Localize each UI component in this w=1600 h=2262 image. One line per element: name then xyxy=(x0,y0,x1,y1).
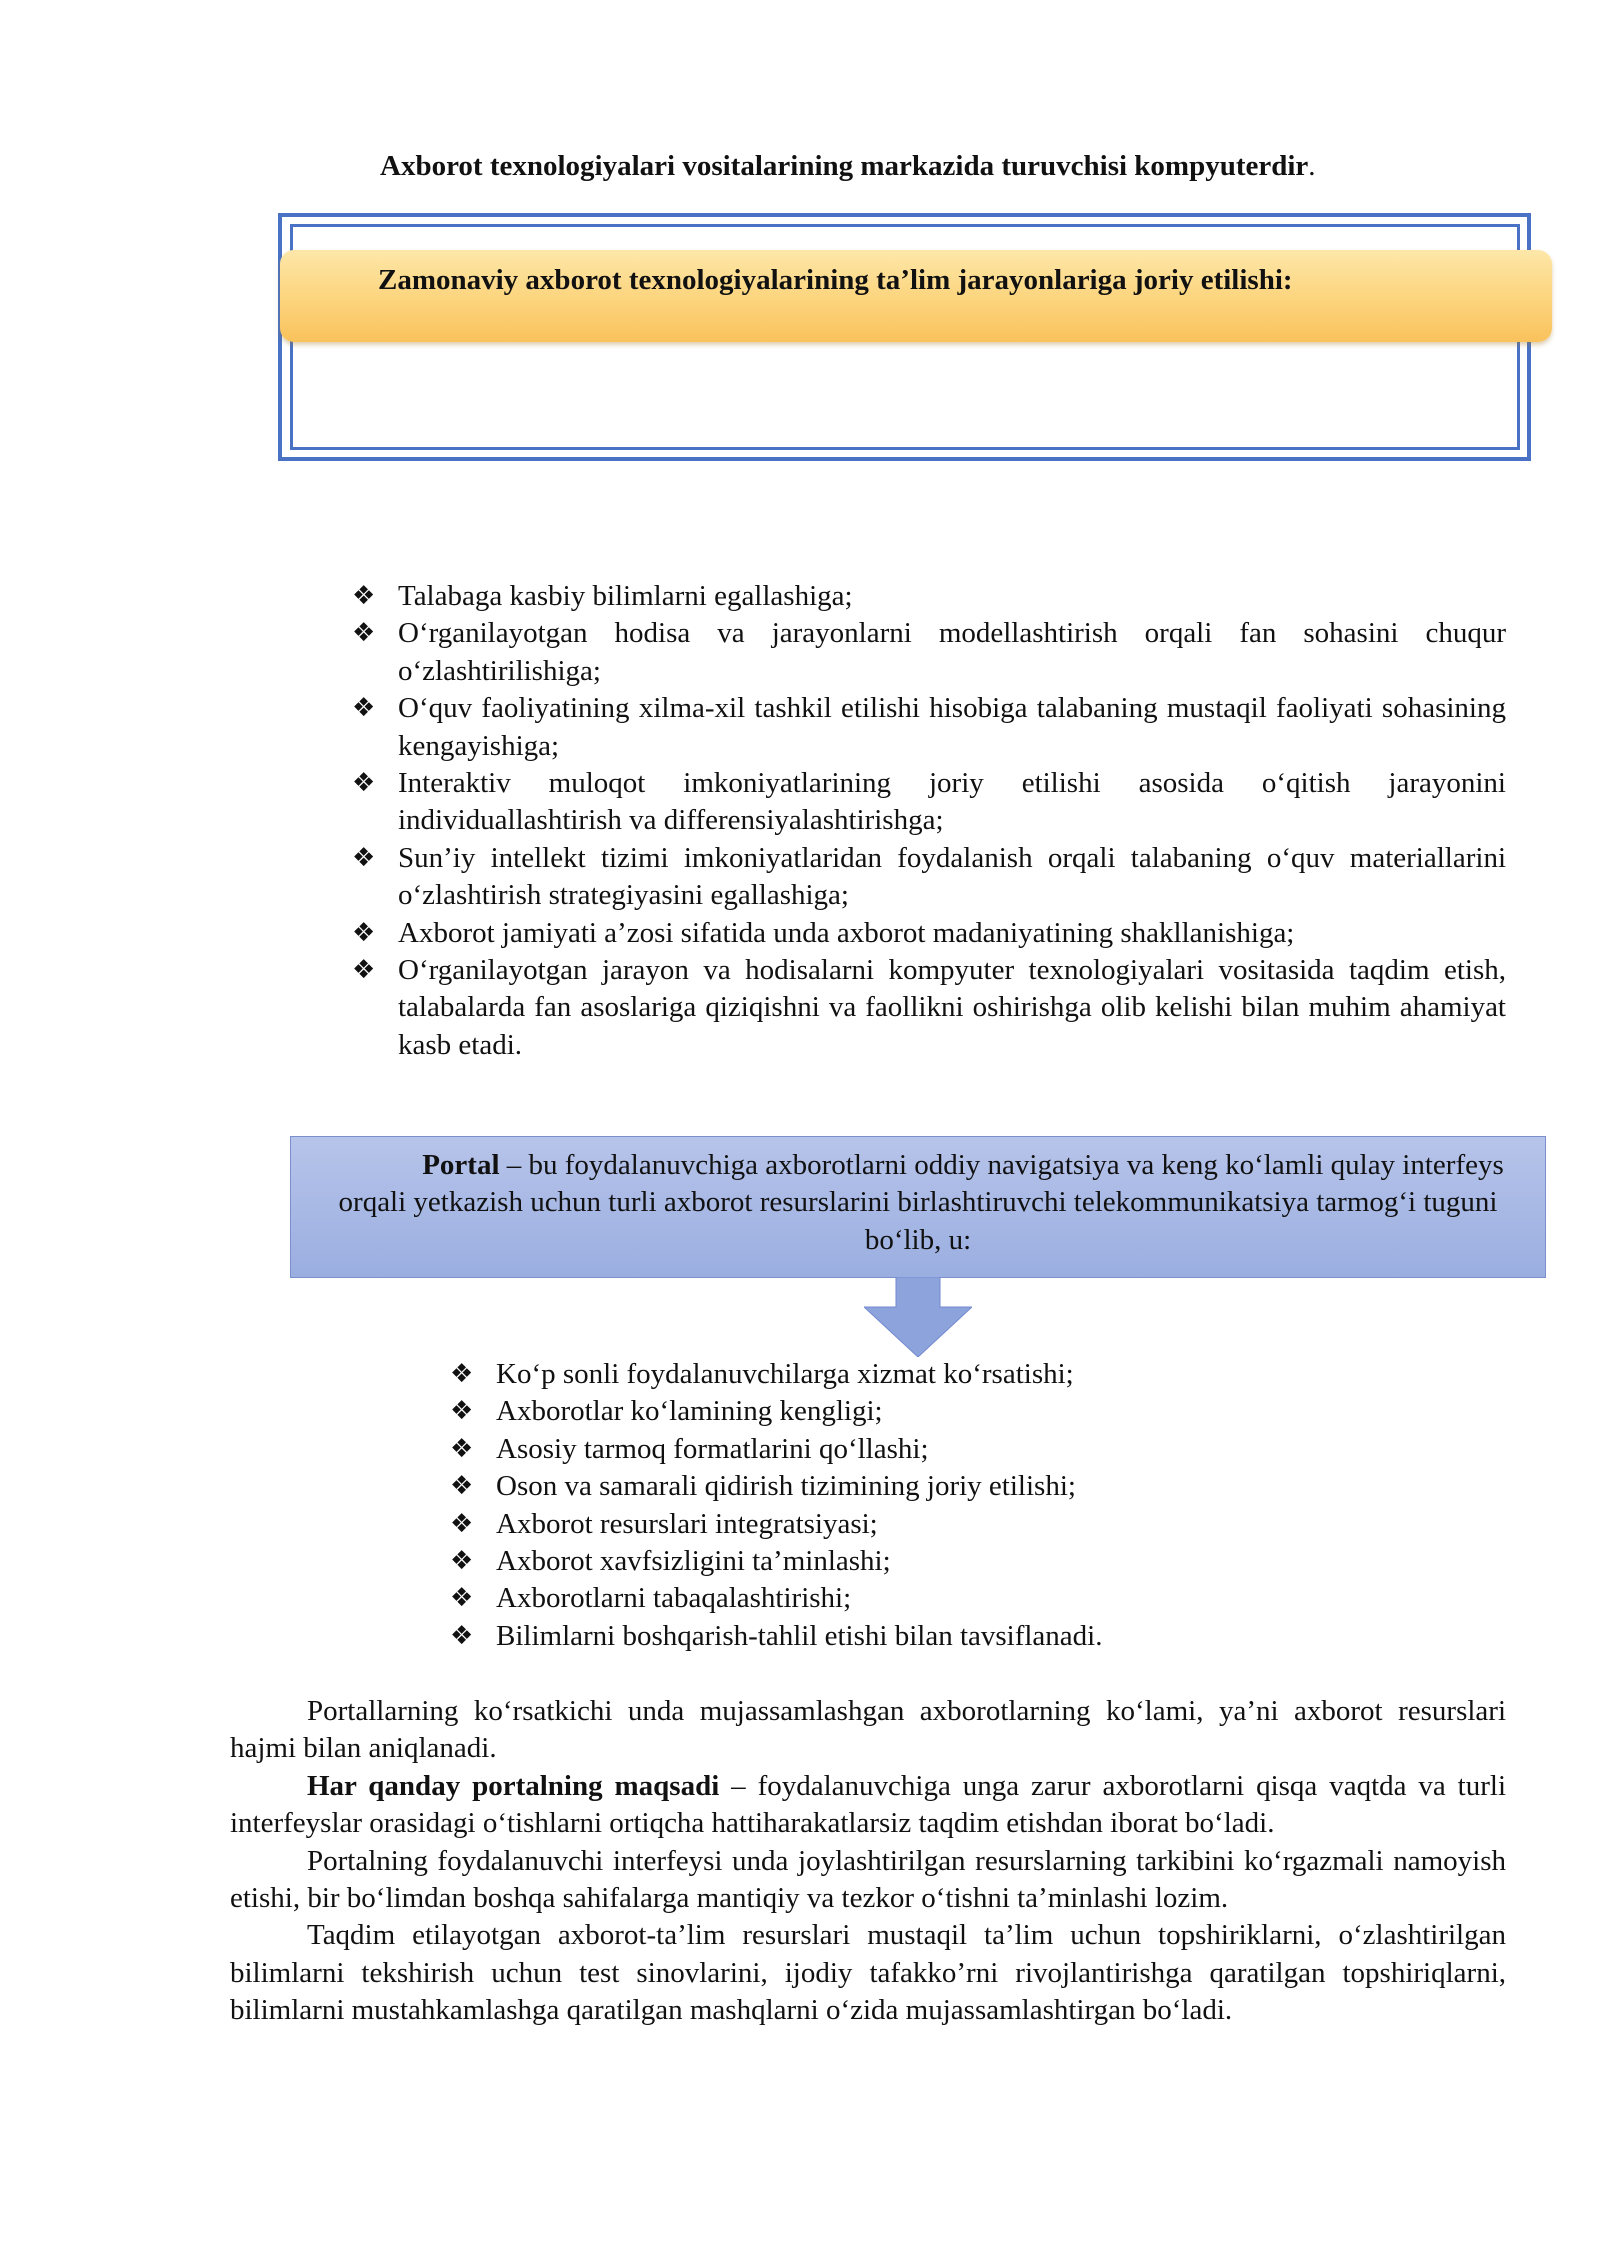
list-item-text: Axborot resurslari integratsiyasi; xyxy=(496,1507,878,1540)
list-item xyxy=(450,1506,1350,1543)
list-item xyxy=(450,1618,1350,1655)
diamond-bullet-icon: ❖ xyxy=(352,842,376,873)
list-item-text: O‘rganilayotgan hodisa va jarayonlarni modellashtirish orqali fan sohasini chuqur o‘zlashtirilishiga; xyxy=(398,617,1506,687)
list-item-text: O‘quv faoliyatining xilma-xil tashkil etilishi hisobiga talabaning mustaqil faoliyati sohasining kengayishiga; xyxy=(398,692,1506,762)
list-item-text: Axborot xavfsizligini ta’minlashi; xyxy=(496,1545,891,1578)
diamond-bullet-icon: ❖ xyxy=(450,1583,474,1614)
diamond-bullet-icon: ❖ xyxy=(352,693,376,724)
list-item xyxy=(450,1468,1350,1505)
list-item-text: Ko‘p sonli foydalanuvchilarga xizmat ko‘rsatishi; xyxy=(496,1358,1074,1390)
list-item xyxy=(450,1356,1350,1393)
down-arrow-icon xyxy=(864,1277,972,1357)
list-item xyxy=(352,915,1506,952)
list-item xyxy=(352,952,1506,1064)
paragraph-bold-lead: Har qanday portalning maqsadi xyxy=(307,1769,720,1802)
list-item-text: Sun’iy intellekt tizimi imkoniyatlaridan foydalanish orqali talabaning o‘quv materiallarini o‘zlashtirish strategiyasini egallashiga; xyxy=(398,841,1506,912)
list-item-text: Axborotlarni tabaqalashtirishi; xyxy=(496,1582,852,1615)
list-item-text: O‘rganilayotgan jarayon va hodisalarni kompyuter texnologiyalari vositasida taqdim etish, talabalarda fan asoslariga qiziqishni va faollikni oshirishga olib kelishi bilan muhim ahamiyat kasb etadi. xyxy=(398,954,1506,1061)
paragraph xyxy=(230,1768,1506,1843)
heading-banner xyxy=(280,250,1552,342)
paragraph: Taqdim etilayotgan axborot-ta’lim resurslari mustaqil ta’lim uchun topshiriklarni, o‘zlashtirilgan bilimlarni tekshirish uchun test sinovlarini, ijodiy tafakko’rni rivojlantirishga qaratilgan topshiriqlarni, bilimlarni mustahkamlashga qaratilgan mashqlarni o‘zida mujassamlashtirgan bo‘ladi. xyxy=(230,1919,1506,2027)
list-item xyxy=(352,765,1506,840)
portal-definition-box xyxy=(290,1136,1546,1278)
list-item xyxy=(450,1393,1350,1430)
list-item xyxy=(352,615,1506,690)
diamond-bullet-icon: ❖ xyxy=(450,1359,474,1389)
list-item-text: Bilimlarni boshqarish-tahlil etishi bilan tavsiflanadi. xyxy=(496,1619,1103,1652)
heading-banner-text: Zamonaviy axborot texnologiyalarining ta’lim jarayonlariga joriy etilishi: xyxy=(378,264,1293,296)
list-item-text: Axborotlar ko‘lamining kengligi; xyxy=(496,1395,883,1428)
diamond-bullet-icon: ❖ xyxy=(352,618,376,649)
list-item xyxy=(450,1543,1350,1580)
list-item-text: Oson va samarali qidirish tizimining joriy etilishi; xyxy=(496,1470,1076,1503)
diamond-bullet-icon: ❖ xyxy=(450,1620,474,1651)
diamond-bullet-icon: ❖ xyxy=(352,917,376,948)
diamond-bullet-icon: ❖ xyxy=(450,1471,474,1502)
diamond-bullet-icon: ❖ xyxy=(450,1546,474,1577)
body-text xyxy=(230,1693,1506,2030)
diamond-bullet-icon: ❖ xyxy=(352,768,376,799)
diamond-bullet-icon: ❖ xyxy=(352,955,376,986)
list-item xyxy=(352,690,1506,765)
diamond-bullet-icon: ❖ xyxy=(450,1396,474,1427)
paragraph: Portallarning ko‘rsatkichi unda mujassamlashgan axborotlarning ko‘lami, ya’ni axborot resurslari hajmi bilan aniqlanadi. xyxy=(230,1695,1506,1765)
paragraph-rest: – foydalanuvchiga unga zarur axborotlarni qisqa vaqtda va turli interfeyslar orasidagi o‘tishlarni ortiqcha hattiharakatlarsiz taqdim etishdan iborat bo‘ladi. xyxy=(230,1769,1506,1840)
diamond-bullet-icon: ❖ xyxy=(352,581,376,611)
list-item-text: Axborot jamiyati a’zosi sifatida unda axborot madaniyatining shakllanishiga; xyxy=(398,916,1295,949)
diamond-bullet-icon: ❖ xyxy=(450,1433,474,1464)
list-item xyxy=(352,840,1506,915)
page-title-text: Axborot texnologiyalari vositalarining markazida turuvchisi kompyuterdir xyxy=(380,150,1309,182)
list-item xyxy=(450,1431,1350,1468)
diamond-bullet-icon: ❖ xyxy=(450,1508,474,1539)
page-title-period: . xyxy=(1308,150,1316,182)
paragraph: Portalning foydalanuvchi interfeysi unda joylashtirilgan resurslarning tarkibini ko‘rgazmali namoyish etishi, bir bo‘limdan boshqa sahifalarga mantiqiy va tezkor o‘tishni ta’minlashi lozim. xyxy=(230,1844,1506,1915)
portal-definition: – bu foydalanuvchiga axborotlarni oddiy navigatsiya va keng ko‘lamli qulay interfeys orqali yetkazish uchun turli axborot resurslarini birlashtiruvchi telekommunikatsiya tarmog‘i tuguni bo‘lib, u: xyxy=(338,1149,1504,1256)
portal-features-list xyxy=(450,1356,1350,1655)
list-item-text: Interaktiv muloqot imkoniyatlarining joriy etilishi asosida o‘qitish jarayonini individuallashtirish va differensiyalashtirishga; xyxy=(398,767,1506,837)
benefits-list xyxy=(352,578,1506,1064)
list-item xyxy=(352,578,1506,615)
portal-term: Portal xyxy=(422,1149,500,1181)
down-arrow-shape xyxy=(864,1277,972,1357)
list-item-text: Asosiy tarmoq formatlarini qo‘llashi; xyxy=(496,1432,929,1465)
list-item xyxy=(450,1580,1350,1617)
page-title xyxy=(380,150,1480,183)
list-item-text: Talabaga kasbiy bilimlarni egallashiga; xyxy=(398,580,853,612)
